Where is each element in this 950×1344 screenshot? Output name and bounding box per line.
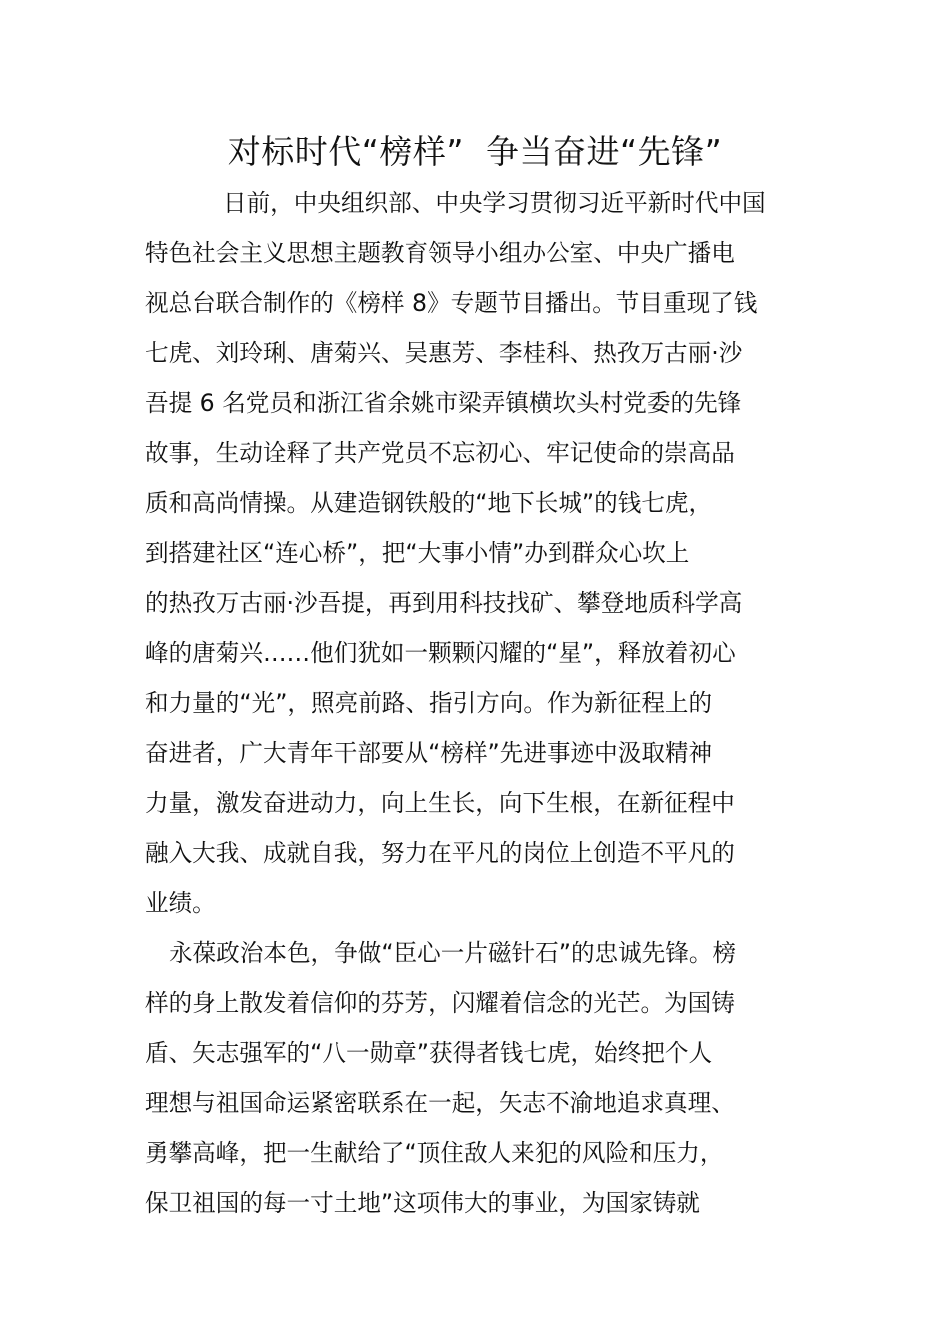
document-title [0,130,950,174]
paragraph-1-line-15: 业绩。 [145,889,216,917]
paragraph-1-line-6: 故事，生动诠释了共产党员不忘初心、牢记使命的崇高品 [145,439,735,467]
paragraph-2-line-3: 盾、矢志强军的“八一勋章”获得者钱七虎，始终把个人 [145,1039,713,1067]
paragraph-1-line-10: 峰的唐菊兴……他们犹如一颗颗闪耀的“星”，释放着初心 [145,639,736,667]
paragraph-1-line-11: 和力量的“光”，照亮前路、指引方向。作为新征程上的 [145,689,713,717]
paragraph-1-line-12: 奋进者，广大青年干部要从“榜样”先进事迹中汲取精神 [145,739,713,767]
title-part-2: 争当奋进“先锋” [486,132,723,171]
paragraph-1-line-7: 质和高尚情操。从建造钢铁般的“地下长城”的钱七虎， [145,489,713,517]
paragraph-2-line-4: 理想与祖国命运紧密联系在一起，矢志不渝地追求真理、 [145,1089,735,1117]
paragraph-2-line-5: 勇攀高峰，把一生献给了“顶住敌人来犯的风险和压力， [145,1139,724,1167]
paragraph-2-line-6: 保卫祖国的每一寸土地”这项伟大的事业，为国家铸就 [145,1189,700,1217]
paragraph-1-line-5: 吾提 6 名党员和浙江省余姚市梁弄镇横坎头村党委的先锋 [145,389,742,417]
paragraph-1-line-3: 视总台联合制作的《榜样 8》专题节目播出。节目重现了钱 [145,289,758,317]
paragraph-1-line-4: 七虎、刘玲琍、唐菊兴、吴惠芳、李桂科、热孜万古丽·沙 [145,339,743,367]
paragraph-2-line-1: 永葆政治本色，争做“臣心一片磁针石”的忠诚先锋。榜 [169,939,737,967]
document-body [145,178,810,1228]
paragraph-2-line-2: 样的身上散发着信仰的芬芳，闪耀着信念的光芒。为国铸 [145,989,735,1017]
paragraph-1-line-1: 日前，中央组织部、中央学习贯彻习近平新时代中国 [223,189,766,217]
paragraph-1-line-14: 融入大我、成就自我，努力在平凡的岗位上创造不平凡的 [145,839,735,867]
paragraph-1-line-8: 到搭建社区“连心桥”，把“大事小情”办到群众心坎上 [145,539,690,567]
paragraph-1-line-9: 的热孜万古丽·沙吾提，再到用科技找矿、攀登地质科学高 [145,589,743,617]
paragraph-1-line-13: 力量，激发奋进动力，向上生长，向下生根，在新征程中 [145,789,735,817]
paragraph-1-line-2: 特色社会主义思想主题教育领导小组办公室、中央广播电 [145,239,735,267]
title-part-1: 对标时代“榜样” [227,132,464,171]
